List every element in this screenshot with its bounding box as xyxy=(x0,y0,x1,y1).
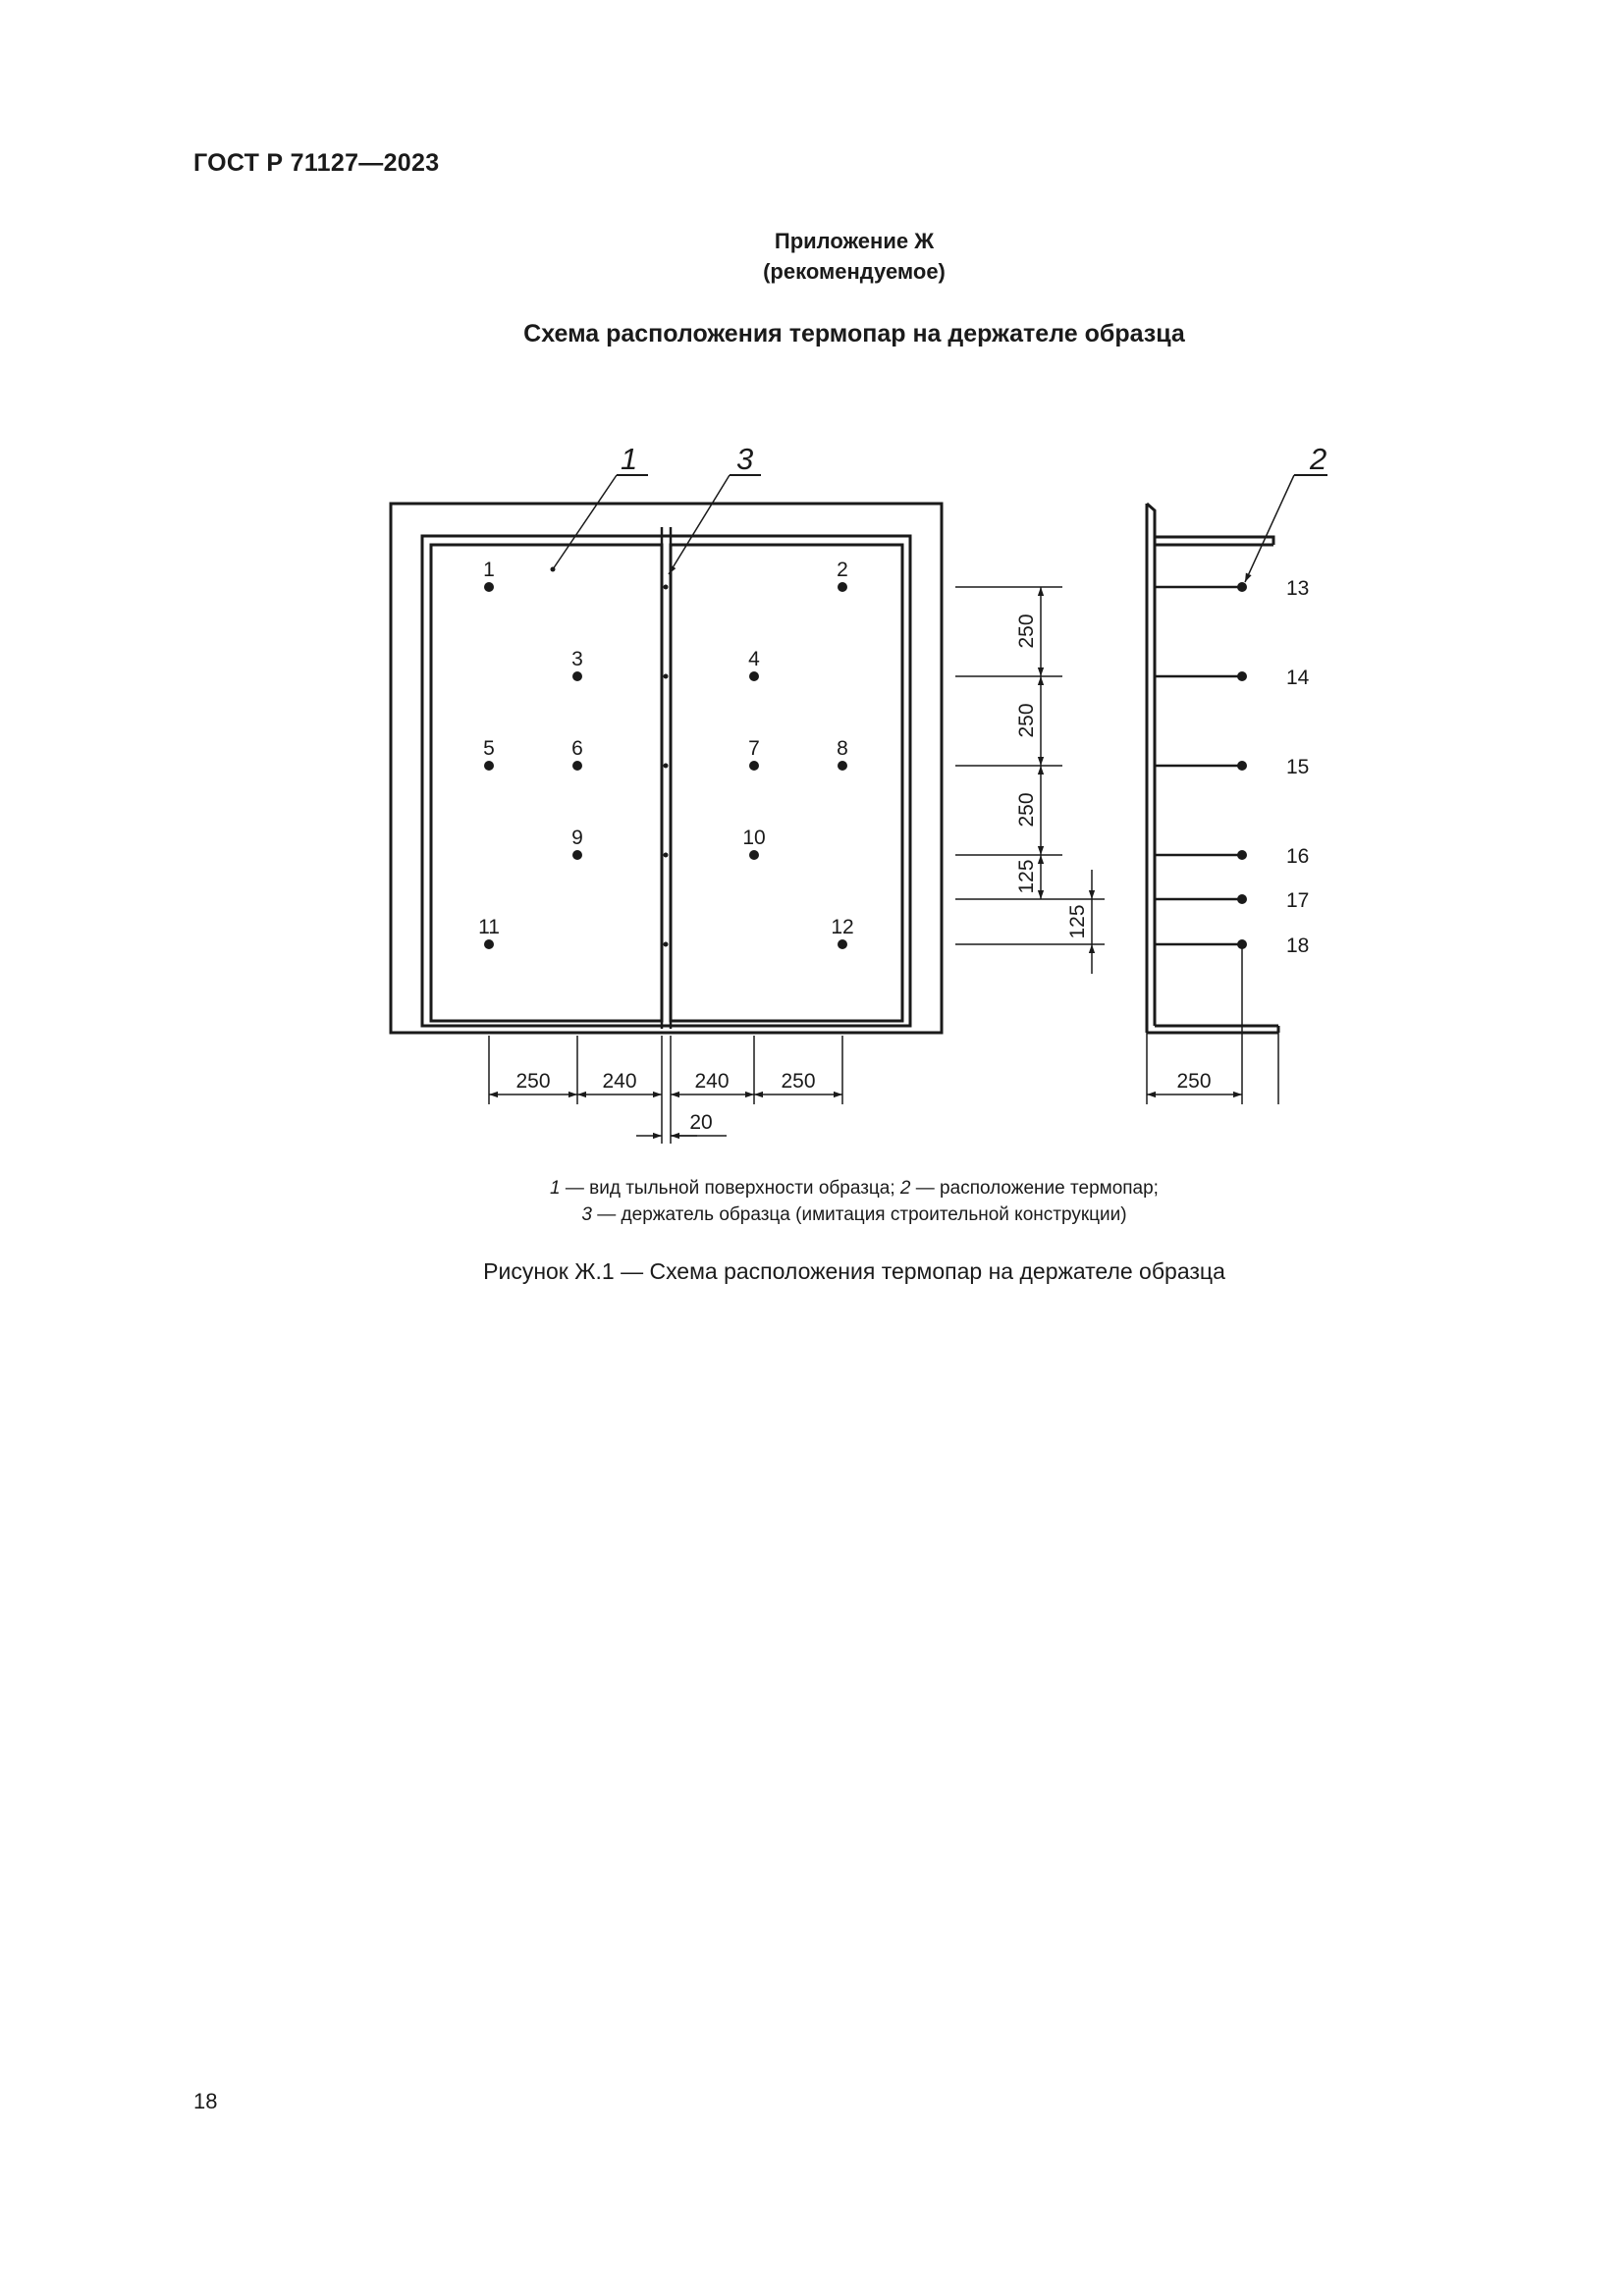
tc-point-2 xyxy=(838,582,847,592)
holder-outer-frame xyxy=(391,504,942,1033)
specimen-outer-frame xyxy=(422,536,910,1026)
dim-h-240-left: 240 xyxy=(602,1070,637,1093)
dim-v-125-2: 125 xyxy=(1066,904,1089,939)
legend-line-1: 1 — вид тыльной поверхности образца; 2 — расположение термопар; xyxy=(550,1178,1159,1199)
tc-point-1 xyxy=(484,582,494,592)
tc-label-12: 12 xyxy=(831,916,854,938)
callout-2: 2 xyxy=(1310,442,1327,476)
tc-point-11 xyxy=(484,939,494,949)
tc-label-15: 15 xyxy=(1286,756,1310,778)
tc-label-7: 7 xyxy=(748,737,760,760)
tc-point-3 xyxy=(572,671,582,681)
tc-point-6 xyxy=(572,761,582,771)
tc-label-14: 14 xyxy=(1286,667,1310,689)
tc-point-8 xyxy=(838,761,847,771)
callout-3: 3 xyxy=(736,442,754,476)
specimen-left-panel xyxy=(431,545,662,1021)
page-number: 18 xyxy=(193,2089,218,2113)
tc-label-3: 3 xyxy=(571,648,583,670)
legend-line-2: 3 — держатель образца (имитация строительной конструкции) xyxy=(581,1204,1127,1225)
dim-v-125-1: 125 xyxy=(1015,859,1038,894)
dim-h-250-left: 250 xyxy=(515,1070,551,1093)
appendix-title: Приложение Ж xyxy=(774,229,935,253)
dim-h-250-right: 250 xyxy=(781,1070,816,1093)
dim-v-250-2: 250 xyxy=(1015,703,1038,738)
tc-label-5: 5 xyxy=(483,737,495,760)
tc-point-16 xyxy=(1237,850,1247,860)
tc-label-10: 10 xyxy=(742,827,766,849)
callout-1: 1 xyxy=(621,442,638,476)
tc-point-18 xyxy=(1237,939,1247,949)
figure-caption: Рисунок Ж.1 — Схема расположения термопар на держателе образца xyxy=(483,1258,1225,1284)
tc-label-1: 1 xyxy=(483,559,495,581)
dim-h-240-right: 240 xyxy=(694,1070,730,1093)
tc-label-9: 9 xyxy=(571,827,583,849)
tc-point-5 xyxy=(484,761,494,771)
tc-point-10 xyxy=(749,850,759,860)
tc-label-16: 16 xyxy=(1286,845,1310,868)
tc-label-8: 8 xyxy=(837,737,848,760)
tc-point-9 xyxy=(572,850,582,860)
tc-label-13: 13 xyxy=(1286,577,1310,600)
dim-side-250: 250 xyxy=(1176,1070,1212,1093)
appendix-type: (рекомендуемое) xyxy=(763,259,946,284)
tc-point-12 xyxy=(838,939,847,949)
side-view-profile xyxy=(1147,504,1273,545)
tc-point-7 xyxy=(749,761,759,771)
tc-label-2: 2 xyxy=(837,559,848,581)
tc-label-11: 11 xyxy=(478,916,500,938)
figure-legend xyxy=(0,1175,1624,1228)
tc-point-14 xyxy=(1237,671,1247,681)
standard-id: ГОСТ Р 71127—2023 xyxy=(193,149,440,177)
appendix-heading: Схема расположения термопар на держателе образца xyxy=(523,320,1185,347)
dim-v-250-1: 250 xyxy=(1015,614,1038,649)
specimen-right-panel xyxy=(671,545,902,1021)
tc-point-17 xyxy=(1237,894,1247,904)
tc-label-18: 18 xyxy=(1286,934,1310,957)
dim-gap-20: 20 xyxy=(689,1111,713,1134)
tc-label-6: 6 xyxy=(571,737,583,760)
tc-label-17: 17 xyxy=(1286,889,1310,912)
tc-label-4: 4 xyxy=(748,648,760,670)
tc-point-4 xyxy=(749,671,759,681)
dim-v-250-3: 250 xyxy=(1015,792,1038,828)
tc-point-13 xyxy=(1237,582,1247,592)
tc-point-15 xyxy=(1237,761,1247,771)
